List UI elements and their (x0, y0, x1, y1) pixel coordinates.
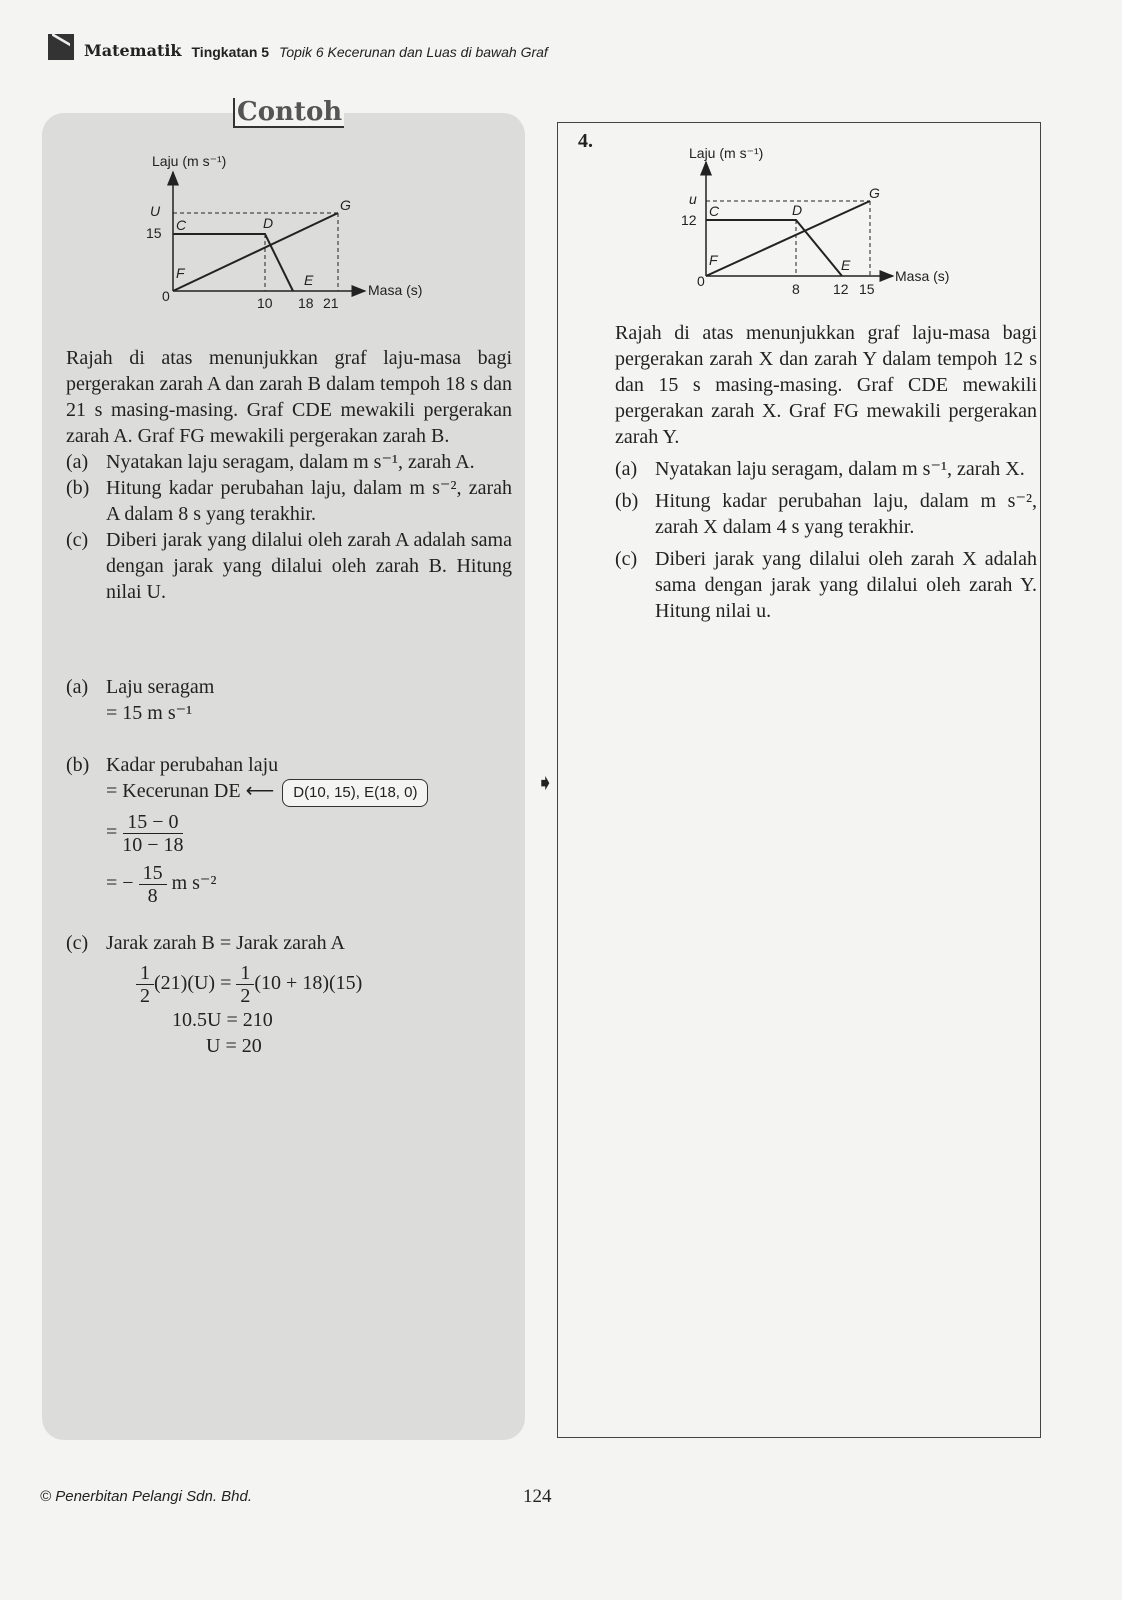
arrow-icon: ➧ (536, 770, 555, 795)
tick-18: 18 (298, 295, 314, 310)
part-label: (c) (66, 529, 89, 551)
sol-line: Jarak zarah B = Jarak zarah A (106, 932, 345, 954)
denominator: 10 − 18 (122, 834, 184, 856)
part-a (615, 456, 1037, 482)
tick-8: 8 (792, 281, 800, 297)
sol-label: (a) (66, 676, 89, 698)
example-question (66, 345, 512, 605)
point-e: E (841, 257, 851, 273)
tick-12: 12 (833, 281, 849, 297)
solution-b: (b) Kadar perubahan laju = Kecerunan DE ⟵ D(10, 15), E(18, 0) = $\frac{15 - 0}{10 - 18}$ = − $\frac{15}{8}$ m s⁻² (66, 752, 512, 907)
sol-line: 10.5U = 210 (172, 1009, 273, 1031)
y-axis-label: Laju (m s⁻¹) (689, 145, 764, 161)
numerator: 15 − 0 (123, 811, 182, 834)
fraction (139, 862, 167, 907)
part-text: Diberi jarak yang dilalui oleh zarah X adalah sama dengan jarak yang dilalui oleh zarah Y. Hitung nilai u. (655, 548, 1037, 622)
denominator: 2 (240, 985, 251, 1007)
point-e: E (304, 272, 314, 288)
numerator: 1 (136, 962, 154, 985)
part-label: (a) (615, 458, 638, 480)
fraction (122, 811, 183, 856)
point-c: C (709, 203, 720, 219)
part-label: (a) (66, 451, 89, 473)
example-graph (130, 140, 450, 310)
point-d: D (263, 215, 274, 231)
tick-15: 15 (146, 225, 162, 241)
sol-line: = 15 m s⁻¹ (106, 702, 193, 724)
level: Tingkatan 5 (191, 44, 270, 60)
tick-10: 10 (257, 295, 273, 310)
part-a (66, 449, 512, 475)
publisher-logo-icon (48, 34, 74, 60)
exercise-number: 4. (578, 130, 593, 152)
sol-line: = Kecerunan DE (106, 780, 241, 802)
copyright: © Penerbitan Pelangi Sdn. Bhd. (40, 1488, 253, 1505)
part-b (66, 475, 512, 527)
eq-left: (21)(U) = (154, 972, 232, 995)
point-g: G (340, 197, 351, 213)
tick-0: 0 (697, 273, 705, 289)
part-text: Hitung kadar perubahan laju, dalam m s⁻², zarah X dalam 4 s yang terakhir. (655, 490, 1037, 538)
part-c (615, 546, 1037, 624)
exercise-graph (665, 140, 985, 305)
part-text: Nyatakan laju seragam, dalam m s⁻¹, zarah A. (106, 451, 475, 473)
tick-u: u (689, 191, 697, 207)
callout-points: D(10, 15), E(18, 0) (282, 779, 428, 807)
point-d: D (792, 202, 803, 218)
question-text: Rajah di atas menunjukkan graf laju-masa bagi pergerakan zarah X dan zarah Y dalam tempoh 12 s dan 15 s masing-masing. Graf CDE mewakili pergerakan zarah X. Graf FG mewakili pergerakan zarah Y. (615, 322, 1037, 448)
part-text: Hitung kadar perubahan laju, dalam m s⁻², zarah A dalam 8 s yang terakhir. (106, 477, 512, 525)
page-number: 124 (523, 1486, 552, 1507)
tick-u: U (150, 203, 161, 219)
denominator: 2 (140, 985, 150, 1007)
page-header (48, 34, 548, 60)
solution-c (66, 930, 512, 1059)
numerator: 15 (139, 862, 167, 885)
denominator: 8 (147, 885, 158, 907)
tick-12: 12 (681, 212, 697, 228)
x-axis-label: Masa (s) (895, 268, 950, 284)
sol-line: U = 20 (206, 1035, 262, 1057)
eq-right: (10 + 18)(15) (254, 972, 363, 995)
x-axis-label: Masa (s) (368, 282, 423, 298)
part-text: Nyatakan laju seragam, dalam m s⁻¹, zarah X. (655, 458, 1025, 480)
sol-line: Kadar perubahan laju (106, 754, 279, 776)
point-f: F (176, 265, 185, 281)
sol-line: Laju seragam (106, 676, 215, 698)
sol-label: (b) (66, 754, 90, 776)
point-f: F (709, 252, 718, 268)
part-b (615, 488, 1037, 540)
tick-15: 15 (859, 281, 875, 297)
y-axis-label: Laju (m s⁻¹) (152, 153, 227, 169)
unit: m s⁻² (171, 872, 217, 895)
subject: Matematik (84, 41, 182, 60)
part-label: (b) (66, 477, 90, 499)
sol-label: (c) (66, 932, 89, 954)
point-g: G (869, 185, 880, 201)
point-c: C (176, 217, 187, 233)
tick-0: 0 (162, 288, 170, 304)
example-title: Contoh (233, 98, 344, 128)
topic: Topik 6 Kecerunan dan Luas di bawah Graf (279, 44, 548, 60)
exercise-question (615, 320, 1037, 624)
part-label: (b) (615, 490, 639, 512)
solution-a (66, 674, 512, 726)
tick-21: 21 (323, 295, 339, 310)
part-label: (c) (615, 548, 638, 570)
part-text: Diberi jarak yang dilalui oleh zarah A adalah sama dengan jarak yang dilalui oleh zarah B. Hitung nilai U. (106, 529, 512, 603)
part-c (66, 527, 512, 605)
numerator: 1 (236, 962, 254, 985)
question-text: Rajah di atas menunjukkan graf laju-masa bagi pergerakan zarah A dan zarah B dalam tempoh 18 s dan 21 s masing-masing. Graf CDE mewakili pergerakan zarah A. Graf FG mewakili pergerakan zarah B. (66, 347, 512, 447)
